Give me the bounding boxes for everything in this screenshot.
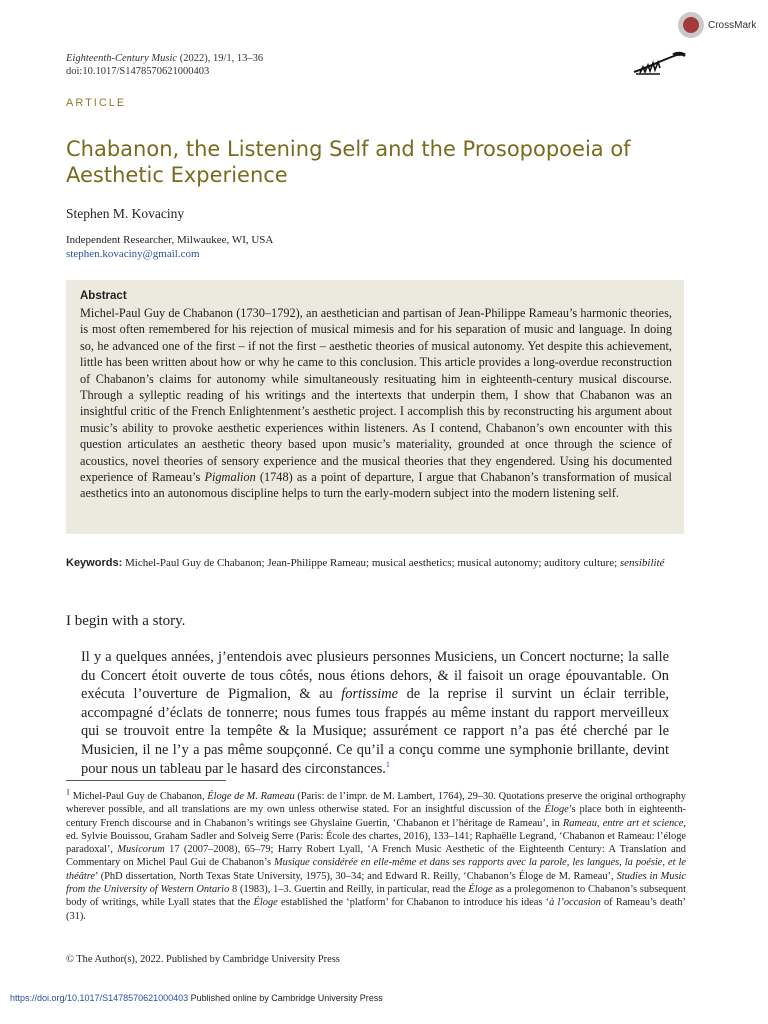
publication-footer: https://doi.org/10.1017/S1478570621000403 Published online by Cambridge University Press <box>10 993 383 1003</box>
crossmark-icon <box>678 12 704 38</box>
abstract-heading: Abstract <box>80 290 127 302</box>
author-affiliation-block <box>66 233 273 261</box>
abstract-box <box>66 280 684 534</box>
crossmark-label: CrossMark <box>708 19 757 31</box>
journal-ornament-icon <box>632 50 688 76</box>
author-email-link[interactable]: stephen.kovaciny@gmail.com <box>66 248 200 260</box>
copyright-notice: © The Author(s), 2022. Published by Cambridge University Press <box>66 954 340 965</box>
journal-volume: (2022), 19/1, 13–36 <box>177 53 264 64</box>
abstract-text: Michel-Paul Guy de Chabanon (1730–1792), an aesthetician and partisan of Jean-Philippe Rameau’s harmonic theories, is most often remembered for his rejection of musical mimesis and for his separation of music and language. In doing so, he advanced one of the first – if not the first – aesthetic theories of musical autonomy. Yet despite this achievement, little has been written about how or why he came to this conclusion. This article provides a long-overdue reconstruction of Chabanon’s claims for autonomy while simultaneously resituating him in eighteenth-century musical discourse. Through a sylleptic reading of his writings and the intertexts that underpin them, I show that Chabanon was an insightful critic of the French Enlightenment’s aesthetic project. I accomplish this by reconstructing his argument about music’s ability to provoke aesthetic experiences within listeners. As I contend, Chabanon’s own encounter with this question articulates an aesthetic theory based upon music’s materiality, grounded at once through the science of acoustics, novel theories of sensory experience and the musical theories that they engendered. Using his documented experience of Rameau’s Pigmalion (1748) as a point of departure, I argue that Chabanon’s transformation of musical aesthetics into an autonomous discipline helps to turn the early-modern subject into the modern listening self. <box>80 306 672 501</box>
journal-doi: doi:10.1017/S1478570621000403 <box>66 66 210 77</box>
doi-link[interactable]: https://doi.org/10.1017/S1478570621000403 <box>10 993 189 1003</box>
keywords-label: Keywords: <box>66 557 123 569</box>
journal-citation <box>66 52 263 78</box>
author-affiliation: Independent Researcher, Milwaukee, WI, USA <box>66 234 274 246</box>
crossmark-badge[interactable] <box>678 12 756 38</box>
block-quote: Il y a quelques années, j’entendois avec plusieurs personnes Musiciens, un Concert nocturne; la salle du Concert étoit ouverte de tous côtés, nous étions dehors, & il faisoit un orage épouvantable. On exécuta l’ouverture de Pigmalion, & au fortissime de la reprise il survint un éclair terrible, accompagné d’éclats de tonnerre; nous fumes tous frappés au même instant du rapport merveilleux qui se trouvoit entre la tempête & la Musique; assurément ce rapport n’a pas été cherché par le Musicien, il ne l’y a pas même soupçonné. Ce qu’il a conçu comme une symphonie brillante, devint pour nous un tableau par le hasard des circonstances.$^1$ <box>81 649 669 777</box>
article-title: Chabanon, the Listening Self and the Prosopopoeia of Aesthetic Experience <box>66 137 631 187</box>
author-name: Stephen M. Kovaciny <box>66 206 185 221</box>
journal-name: Eighteenth-Century Music <box>66 53 178 64</box>
keywords: Keywords: Michel-Paul Guy de Chabanon; Jean-Philippe Rameau; musical aesthetics; musical autonomy; auditory culture; sensibilité <box>66 557 665 569</box>
footnote-1: $^1$ Michel-Paul Guy de Chabanon, Éloge de M. Rameau (Paris: de l’impr. de M. Lambert, 1764), 29–30. Quotations preserve the original orthography wherever possible, and all translations are my own unless otherwise stated. For an insightful discussion of the Éloge’s place both in eighteenth-century French discourse and in Chabanon’s writings see Ghyslaine Guertin, ‘Chabanon et l’héritage de Rameau’, in Rameau, entre art et science, ed. Sylvie Bouissou, Graham Sadler and Solveig Serre (Paris: École des chartes, 2016), 133–141; Raphaëlle Legrand, ‘Chabanon et Rameau: l’éloge paradoxal’, Musicorum 17 (2007–2008), 65–79; Harry Robert Lyall, ‘A French Music Aesthetic of the Eighteenth Century: A Translation and Commentary on Michel Paul Gui de Chabanon’s Musique considérée en elle-même et dans ses rapports avec la parole, les langues, la poésie, et le théâtre’ (PhD dissertation, North Texas State University, 1975), 30–34; and Edward R. Reilly, ‘Chabanon’s Éloge de M. Rameau’, Studies in Music from the University of Western Ontario 8 (1983), 1–3. Guertin and Reilly, in particular, read the Éloge as a prolegomenon to Chabanon’s subsequent body of writings, while Lyall states that the Éloge established the ‘platform’ for Chabanon to introduce his ideas ‘à l’occasion of Rameau’s death’ (31). <box>66 787 687 922</box>
article-type-label: ARTICLE <box>66 97 127 109</box>
footnote-divider <box>66 780 226 781</box>
footnote-ref-link[interactable]: 1 <box>385 759 390 769</box>
opening-sentence: I begin with a story. <box>66 613 186 629</box>
